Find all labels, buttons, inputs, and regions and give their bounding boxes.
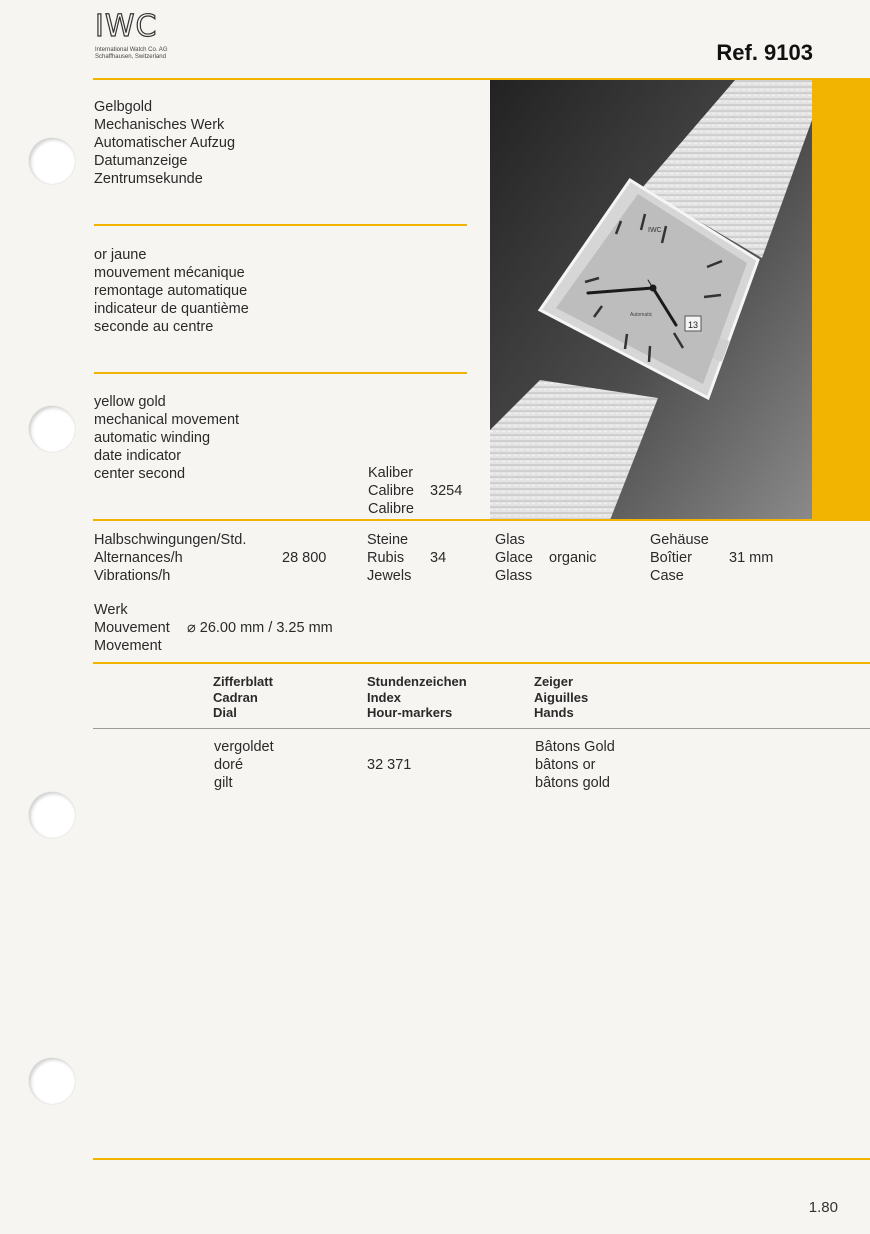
binder-hole: [29, 1058, 75, 1104]
feature-fr-material: or jaune: [94, 247, 147, 263]
vibrations-labels: [94, 531, 246, 585]
hands-values: [535, 738, 615, 792]
page-number: 1.80: [808, 1199, 838, 1216]
iwc-logo: IWC: [95, 9, 158, 44]
dial-value-de: vergoldet: [214, 739, 274, 755]
feature-fr-winding: remontage automatique: [94, 283, 248, 299]
watch-dial-text: Automatic: [630, 312, 653, 318]
watch-date: 13: [687, 320, 699, 330]
dial-header-de: Zifferblatt: [213, 674, 273, 689]
feature-de-movement: Mechanisches Werk: [94, 117, 225, 133]
feature-fr-movement: mouvement mécanique: [94, 265, 245, 281]
case-value: 31 mm: [729, 550, 774, 566]
binder-hole: [29, 406, 75, 452]
glass-label-de: Glas: [495, 532, 525, 548]
movement-label-fr: Mouvement: [94, 620, 170, 636]
feature-de-winding: Automatischer Aufzug: [94, 135, 236, 151]
index-header-en: Hour-markers: [367, 705, 453, 720]
dial-value-fr: doré: [214, 757, 244, 773]
binder-hole: [29, 792, 75, 838]
dial-header-en: Dial: [213, 705, 237, 720]
feature-en-material: yellow gold: [94, 394, 166, 410]
jewels-label-fr: Rubis: [367, 550, 405, 566]
specs-divider: [93, 519, 870, 521]
hands-value-en: bâtons gold: [535, 775, 610, 791]
hands-header-de: Zeiger: [534, 674, 574, 689]
hands-value-fr: bâtons or: [535, 757, 596, 773]
hands-header: [534, 674, 588, 721]
feature-en-movement: mechanical movement: [94, 412, 240, 428]
calibre-labels: [368, 464, 414, 518]
case-labels: [650, 531, 709, 585]
jewels-label-de: Steine: [367, 532, 409, 548]
feature-en-date: date indicator: [94, 448, 182, 464]
feature-fr-second: seconde au centre: [94, 319, 214, 335]
glass-label-en: Glass: [495, 568, 533, 584]
vibrations-label-fr: Alternances/h: [94, 550, 183, 566]
feature-en-winding: automatic winding: [94, 430, 211, 446]
jewels-labels: [367, 531, 411, 585]
index-value: 32 371: [367, 757, 412, 773]
index-header-de: Stundenzeichen: [367, 674, 467, 689]
binder-hole: [29, 138, 75, 184]
watch-brand: IWC: [648, 227, 662, 234]
reference-number: Ref. 9103: [716, 40, 813, 65]
glass-value: organic: [549, 550, 597, 566]
dial-value-en: gilt: [214, 775, 233, 791]
dial-header-fr: Cadran: [213, 689, 258, 705]
features-german: [94, 98, 235, 188]
feature-fr-date: indicateur de quantième: [94, 301, 249, 317]
hands-header-en: Hands: [534, 705, 574, 720]
index-header: [367, 674, 467, 721]
feature-de-date: Datumanzeige: [94, 153, 188, 169]
company-address: [95, 47, 167, 61]
features-french: [94, 246, 249, 336]
movement-label-en: Movement: [94, 638, 162, 654]
table-header-divider: [93, 728, 870, 729]
jewels-label-en: Jewels: [367, 568, 412, 584]
case-label-de: Gehäuse: [650, 532, 709, 548]
accent-block: [812, 80, 870, 520]
feature-en-second: center second: [94, 466, 186, 482]
calibre-label-en: Calibre: [368, 501, 414, 517]
divider-german: [94, 224, 467, 226]
hands-value-de: Bâtons Gold: [535, 739, 615, 755]
movement-label-de: Werk: [94, 602, 128, 618]
glass-label-fr: Glace: [495, 550, 533, 566]
vibrations-label-en: Vibrations/h: [94, 568, 171, 584]
movement-value: ⌀ 26.00 mm / 3.25 mm: [187, 620, 333, 636]
hands-header-fr: Aiguilles: [534, 689, 589, 705]
bottom-divider: [93, 1158, 870, 1160]
feature-de-second: Zentrumsekunde: [94, 171, 203, 187]
glass-labels: [495, 531, 533, 585]
features-english: [94, 393, 239, 483]
feature-de-material: Gelbgold: [94, 99, 153, 115]
company-location: Schaffhausen, Switzerland: [95, 54, 166, 60]
case-label-en: Case: [650, 568, 684, 584]
watch-photo: [490, 80, 812, 520]
dial-values: [214, 738, 274, 792]
calibre-label-de: Kaliber: [368, 465, 414, 481]
movement-labels: [94, 601, 170, 655]
table-top-divider: [93, 662, 870, 664]
divider-french: [94, 372, 467, 374]
vibrations-label-de: Halbschwingungen/Std.: [94, 532, 247, 548]
case-label-fr: Boîtier: [650, 550, 692, 566]
vibrations-value: 28 800: [282, 550, 327, 566]
jewels-value: 34: [430, 550, 447, 566]
dial-header: [213, 674, 273, 721]
company-name: International Watch Co. AG: [95, 47, 168, 53]
calibre-value: 3254: [430, 483, 463, 499]
index-header-fr: Index: [367, 689, 401, 705]
calibre-label-fr: Calibre: [368, 483, 414, 499]
